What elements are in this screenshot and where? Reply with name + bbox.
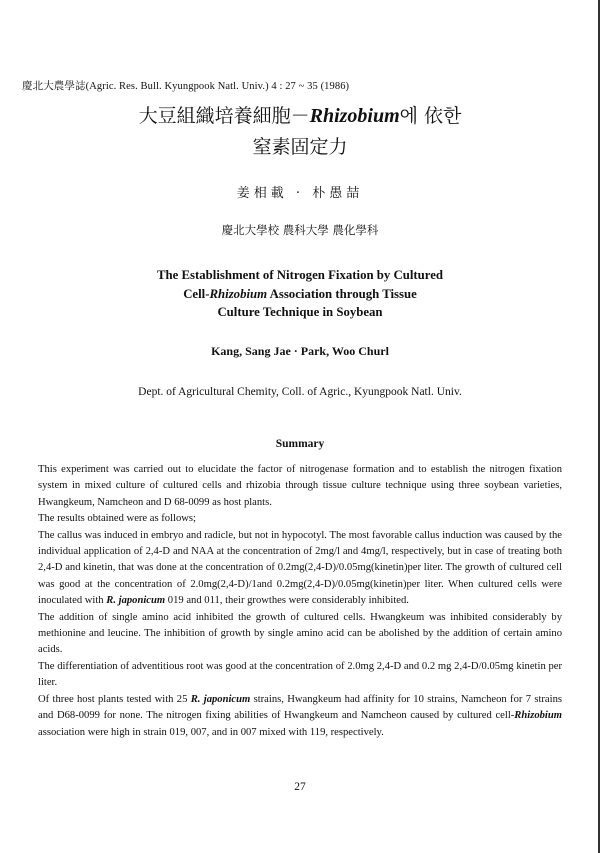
english-title bbox=[0, 266, 600, 322]
korean-title-prefix: 大豆組織培養細胞－ bbox=[138, 105, 310, 127]
summary-body bbox=[38, 462, 562, 741]
summary-paragraph bbox=[38, 610, 562, 659]
paragraph-text: strains, Hwangkeum had affinity for 10 strains, Namcheon for 7 strains and D68-0099 for none. The nitrogen fixing abilities of Hwangkeum and Namcheon caused by cultured cell- bbox=[38, 693, 562, 722]
paragraph-text: Of three host plants tested with 25 bbox=[38, 693, 191, 705]
journal-reference: 慶北大農學誌(Agric. Res. Bull. Kyungpook Natl. Univ.) 4 : 27 ~ 35 (1986) bbox=[22, 81, 350, 92]
english-affiliation: Dept. of Agricultural Chemity, Coll. of Agric., Kyungpook Natl. Univ. bbox=[138, 386, 462, 398]
paragraph-text: This experiment was carried out to elucidate the factor of nitrogenase formation and to establish the nitrogen fixation system in mixed culture of cultured cells and rhizobia through tissue culture technique using three soybean varieties, Hwangkeum, Namcheon and D 68-0099 as host plants. bbox=[38, 464, 562, 508]
summary-paragraph bbox=[38, 659, 562, 692]
korean-authors: 姜相載 · 朴愚喆 bbox=[236, 186, 364, 201]
species-name: R. japonicum bbox=[106, 595, 166, 607]
korean-title-line2: 窒素固定力 bbox=[252, 136, 348, 158]
summary-heading: Summary bbox=[275, 438, 325, 450]
summary-paragraph bbox=[38, 692, 562, 741]
page-number: 27 bbox=[294, 781, 306, 793]
summary-paragraph bbox=[38, 511, 562, 527]
english-title-line3: Culture Technique in Soybean bbox=[217, 305, 383, 319]
paragraph-text: 019 and 011, their growthes were considerably inhibited. bbox=[165, 595, 409, 607]
korean-title-line1 bbox=[0, 106, 600, 126]
english-title-line1: The Establishment of Nitrogen Fixation by Cultured bbox=[156, 268, 444, 282]
korean-title-italic: Rhizobium bbox=[309, 105, 400, 127]
english-title-line2-suffix: Association through Tissue bbox=[267, 286, 417, 301]
korean-title-suffix: 에 依한 bbox=[399, 105, 462, 127]
english-authors: Kang, Sang Jae · Park, Woo Churl bbox=[211, 344, 389, 358]
species-name: R. japonicum bbox=[190, 693, 251, 705]
paragraph-text: association were high in strain 019, 007, and in 007 mixed with 119, respectively. bbox=[38, 726, 384, 738]
english-title-line2 bbox=[0, 285, 600, 304]
summary-paragraph bbox=[38, 528, 562, 610]
summary-paragraph bbox=[38, 462, 562, 511]
paragraph-text: The results obtained were as follows; bbox=[38, 513, 196, 525]
paragraph-text: The callus was induced in embryo and radicle, but not in hypocotyl. The most favorable callus induction was caused by the individual application of 2,4-D and NAA at the concentration of 2mg/l and 4mg/l, respectively, but in case of treating both 2,4-D and kinetin, that was done at the concentration of 0.2mg(2,4-D)/0.05mg(kinetin)per liter. The growth of cultured cell was good at the concentration of 2.0mg(2,4-D)/1and 0.2mg(2,4-D)/0.05mg(kinetin)per liter. When cultured cells were inoculated with bbox=[38, 529, 562, 607]
english-title-line2-prefix: Cell- bbox=[183, 286, 210, 301]
genus-name: Rhizobium bbox=[514, 710, 562, 722]
english-title-line2-italic: Rhizobium bbox=[209, 286, 268, 301]
korean-affiliation: 慶北大學校 農科大學 農化學科 bbox=[221, 223, 379, 237]
paragraph-text: The differentiation of adventitious root was good at the concentration of 2.0mg 2,4-D and 0.2 mg 2,4-D/0.05mg kinetin per liter. bbox=[38, 660, 562, 689]
paragraph-text: The addition of single amino acid inhibited the growth of cultured cells. Hwangkeum was inhibited considerably by methionine and leucine. The inhibition of growth by single amino acid can be abolished by the addition of certain amino acids. bbox=[38, 611, 562, 656]
